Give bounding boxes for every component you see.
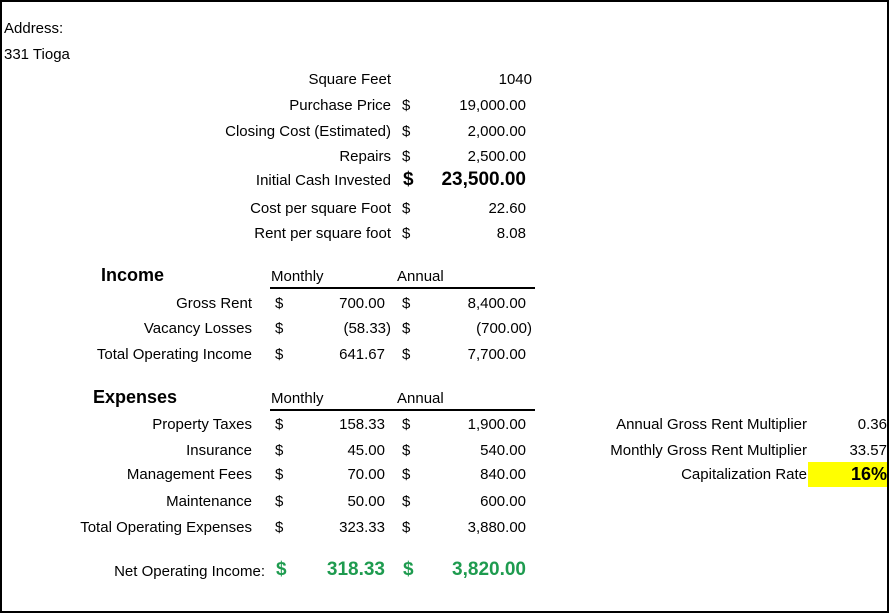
currency-symbol: $ (275, 493, 284, 510)
currency-symbol: $ (402, 295, 411, 312)
cost-per-sqft-currency: $ (402, 200, 411, 217)
expenses-header-underline (270, 409, 535, 411)
annual-grm-label: Annual Gross Rent Multiplier (616, 416, 807, 433)
noi-monthly-currency: $ (276, 559, 287, 580)
closing-cost-currency: $ (402, 123, 411, 140)
currency-symbol: $ (402, 493, 411, 510)
closing-cost-label: Closing Cost (Estimated) (225, 123, 391, 140)
currency-symbol: $ (402, 416, 411, 433)
row-label: Total Operating Income (96, 346, 252, 363)
monthly-value: (58.33) (343, 320, 391, 337)
row-label: Insurance (186, 442, 252, 459)
currency-symbol: $ (275, 416, 284, 433)
expenses-monthly-header: Monthly (271, 390, 324, 407)
repairs-currency: $ (402, 148, 411, 165)
rent-per-sqft-label: Rent per square foot (254, 225, 391, 242)
expenses-annual-header: Annual (397, 390, 444, 407)
purchase-price-label: Purchase Price (289, 97, 391, 114)
currency-symbol: $ (402, 320, 411, 337)
currency-symbol: $ (275, 442, 284, 459)
annual-value: 7,700.00 (467, 346, 526, 363)
income-monthly-header: Monthly (271, 268, 324, 285)
rent-per-sqft-value: 8.08 (496, 225, 526, 242)
monthly-value: 158.33 (339, 416, 385, 433)
currency-symbol: $ (402, 346, 411, 363)
annual-value: 540.00 (480, 442, 526, 459)
square-feet-label: Square Feet (308, 71, 391, 88)
monthly-grm-value: 33.57 (849, 442, 887, 459)
cap-rate-value: 16% (850, 464, 887, 484)
annual-value: 840.00 (480, 466, 526, 483)
currency-symbol: $ (275, 295, 284, 312)
noi-label: Net Operating Income: (114, 563, 265, 580)
row-label: Gross Rent (176, 295, 252, 312)
income-annual-header: Annual (397, 268, 444, 285)
monthly-grm-label: Monthly Gross Rent Multiplier (610, 442, 807, 459)
annual-value: (700.00) (476, 320, 532, 337)
currency-symbol: $ (402, 466, 411, 483)
monthly-value: 45.00 (347, 442, 385, 459)
income-header-underline (270, 287, 535, 289)
cap-rate-label: Capitalization Rate (681, 466, 807, 483)
noi-monthly-value: 318.33 (326, 559, 385, 580)
annual-value: 600.00 (480, 493, 526, 510)
noi-annual-currency: $ (403, 559, 414, 580)
closing-cost-value: 2,000.00 (467, 123, 526, 140)
row-label: Total Operating Expenses (80, 519, 252, 536)
repairs-label: Repairs (339, 148, 391, 165)
annual-value: 1,900.00 (467, 416, 526, 433)
cost-per-sqft-value: 22.60 (488, 200, 526, 217)
annual-grm-value: 0.36 (857, 416, 887, 433)
currency-symbol: $ (275, 346, 284, 363)
rent-per-sqft-currency: $ (402, 225, 411, 242)
square-feet-value: 1040 (498, 71, 532, 88)
currency-symbol: $ (275, 320, 284, 337)
row-label: Management Fees (126, 466, 252, 483)
cost-per-sqft-label: Cost per square Foot (250, 200, 391, 217)
expenses-title: Expenses (93, 387, 178, 407)
purchase-price-value: 19,000.00 (459, 97, 526, 114)
monthly-value: 323.33 (339, 519, 385, 536)
repairs-value: 2,500.00 (467, 148, 526, 165)
row-label: Vacancy Losses (143, 320, 252, 337)
purchase-price-currency: $ (402, 97, 411, 114)
row-label: Property Taxes (152, 416, 252, 433)
monthly-value: 641.67 (339, 346, 385, 363)
monthly-value: 50.00 (347, 493, 385, 510)
row-label: Maintenance (166, 493, 252, 510)
address-value: 331 Tioga (4, 46, 70, 63)
annual-value: 8,400.00 (467, 295, 526, 312)
currency-symbol: $ (275, 466, 284, 483)
currency-symbol: $ (402, 442, 411, 459)
monthly-value: 70.00 (347, 466, 385, 483)
initial-cash-value: 23,500.00 (441, 169, 526, 190)
annual-value: 3,880.00 (467, 519, 526, 536)
initial-cash-label: Initial Cash Invested (255, 172, 391, 189)
currency-symbol: $ (402, 519, 411, 536)
monthly-value: 700.00 (339, 295, 385, 312)
address-label: Address: (4, 20, 64, 37)
income-title: Income (101, 265, 165, 285)
initial-cash-currency: $ (403, 169, 414, 190)
currency-symbol: $ (275, 519, 284, 536)
noi-annual-value: 3,820.00 (452, 559, 526, 580)
